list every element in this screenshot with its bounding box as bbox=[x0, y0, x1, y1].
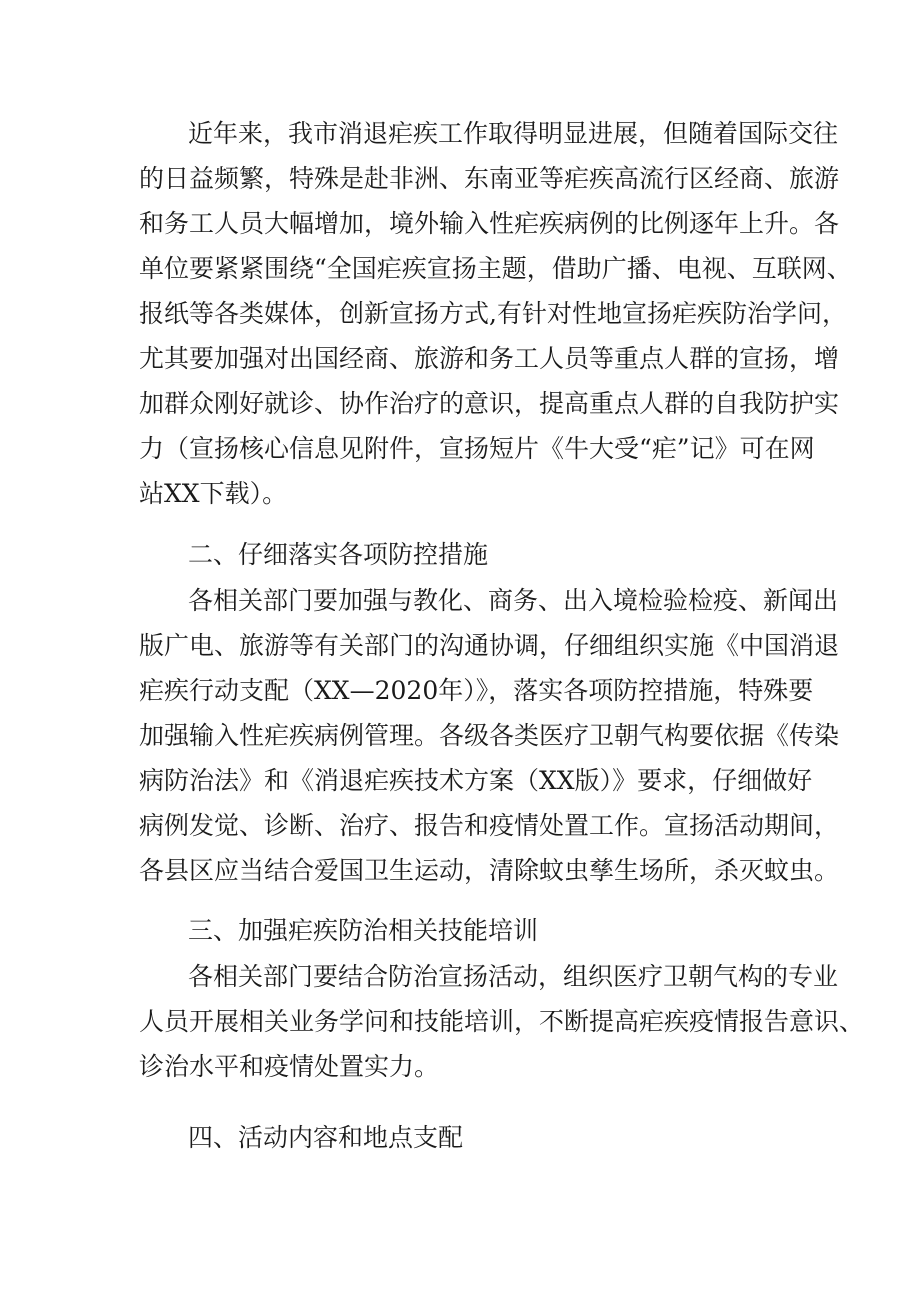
paragraph-1-line-8: 力（宣扬核心信息见附件，宣扬短片《牛大受“疟”记》可在网 bbox=[139, 434, 815, 463]
paragraph-1-line-2: 的日益频繁，特殊是赴非洲、东南亚等疟疾高流行区经商、旅游 bbox=[139, 164, 840, 193]
paragraph-1-line-3: 和务工人员大幅增加，境外输入性疟疾病例的比例逐年上升。各 bbox=[139, 209, 840, 238]
paragraph-1-line-4: 单位要紧紧围绕“全国疟疾宣扬主题，借助广播、电视、互联网、 bbox=[139, 254, 852, 283]
section-heading-2: 二、仔细落实各项防控措施 bbox=[188, 540, 489, 569]
paragraph-1-line-1: 近年来，我市消退疟疾工作取得明显进展，但随着国际交往 bbox=[188, 119, 839, 148]
paragraph-3-line-3: 诊治水平和疫情处置实力。 bbox=[139, 1052, 440, 1081]
section-heading-4: 四、活动内容和地点支配 bbox=[188, 1123, 464, 1152]
paragraph-3-line-2: 人员开展相关业务学问和技能培训，不断提高疟疾疫情报告意识、 bbox=[139, 1007, 865, 1036]
paragraph-2-line-2: 版广电、旅游等有关部门的沟通协调，仔细组织实施《中国消退 bbox=[139, 631, 840, 660]
paragraph-2-line-7: 各县区应当结合爱国卫生运动，清除蚊虫孳生场所，杀灭蚊虫。 bbox=[139, 856, 840, 885]
paragraph-1-line-9: 站XX下载）。 bbox=[139, 479, 288, 508]
paragraph-1-line-5: 报纸等各类媒体，创新宣扬方式,有针对性地宣扬疟疾防治学问， bbox=[139, 299, 847, 328]
paragraph-2-line-4: 加强输入性疟疾病例管理。各级各类医疗卫朝气构要依据《传染 bbox=[139, 721, 840, 750]
paragraph-1-line-6: 尤其要加强对出国经商、旅游和务工人员等重点人群的宣扬，增 bbox=[139, 344, 840, 373]
paragraph-2-line-1: 各相关部门要加强与教化、商务、出入境检验检疫、新闻出 bbox=[188, 586, 839, 615]
paragraph-2-line-3: 疟疾行动支配（XX—2020年）》，落实各项防控措施，特殊要 bbox=[139, 676, 814, 705]
paragraph-3-line-1: 各相关部门要结合防治宣扬活动，组织医疗卫朝气构的专业 bbox=[188, 962, 839, 991]
paragraph-1-line-7: 加群众刚好就诊、协作治疗的意识，提高重点人群的自我防护实 bbox=[139, 389, 840, 418]
paragraph-2-line-6: 病例发觉、诊断、治疗、报告和疫情处置工作。宣扬活动期间， bbox=[139, 811, 840, 840]
paragraph-2-line-5: 病防治法》和《消退疟疾技术方案（XX版）》要求，仔细做好 bbox=[139, 766, 813, 795]
section-heading-3: 三、加强疟疾防治相关技能培训 bbox=[188, 916, 539, 945]
